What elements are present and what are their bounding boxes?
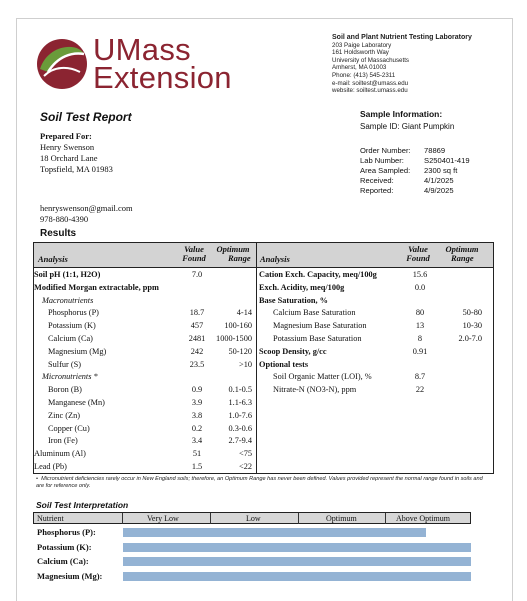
interpretation-row	[33, 540, 471, 554]
left-analysis-macronutrients: Macronutrients	[42, 295, 94, 305]
interpretation-nutrient-label: Potassium (K):	[37, 541, 92, 552]
lab-name: Soil and Plant Nutrient Testing Laboratory	[332, 34, 472, 41]
order-details	[360, 146, 470, 196]
lab-address-2: 161 Holdsworth Way	[332, 49, 389, 57]
interpretation-row	[33, 554, 471, 568]
lab-phone: Phone: (413) 545-2311	[332, 71, 396, 79]
header-value-left: Value	[184, 244, 204, 254]
right-value-potassium-base-saturation: 8	[417, 334, 423, 343]
col-low: Low	[246, 514, 261, 523]
right-analysis-base-saturation: Base Saturation, %	[259, 295, 328, 305]
received-value: 4/1/2025	[424, 176, 454, 185]
left-analysis-potassium-k: Potassium (K)	[48, 321, 96, 331]
left-range-aluminum-al: <75	[239, 449, 252, 459]
order-number-value: 78869	[424, 146, 446, 155]
header-analysis-left: Analysis	[38, 254, 68, 264]
left-range-manganese-mn: 1.1-6.3	[228, 398, 252, 407]
left-analysis-micronutrients: Micronutrients *	[42, 372, 98, 382]
left-analysis-modified-morgan-extractable-ppm: Modified Morgan extractable, ppm	[34, 282, 159, 292]
right-analysis-magnesium-base-saturation: Magnesium Base Saturation	[273, 321, 367, 331]
lab-info	[332, 34, 472, 95]
col-nutrient: Nutrient	[37, 514, 64, 523]
report-title: Soil Test Report	[40, 110, 132, 124]
sample-id: Sample ID: Giant Pumpkin	[360, 122, 455, 131]
col-separator	[210, 513, 211, 524]
lab-address-1: 203 Paige Laboratory	[332, 41, 392, 49]
right-analysis-soil-organic-matter-loi: Soil Organic Matter (LOI), %	[273, 372, 372, 382]
customer-phone: 978-880-4390	[40, 213, 89, 224]
right-analysis-scoop-density-g-cc: Scoop Density, g/cc	[259, 346, 327, 356]
right-range-potassium-base-saturation: 2.0-7.0	[458, 334, 482, 343]
area-sampled-label: Area Sampled:	[360, 166, 411, 175]
lab-number-label: Lab Number:	[360, 156, 404, 165]
prepared-for	[40, 131, 113, 175]
right-value-calcium-base-saturation: 80	[415, 308, 425, 318]
interpretation-nutrient-label: Magnesium (Mg):	[37, 570, 103, 581]
right-range-magnesium-base-saturation: 10-30	[462, 321, 482, 331]
right-analysis-potassium-base-saturation: Potassium Base Saturation	[273, 334, 362, 343]
micronutrient-footnote	[36, 476, 486, 491]
left-range-boron-b: 0.1-0.5	[228, 385, 252, 395]
interpretation-row	[33, 569, 471, 583]
left-analysis-calcium-ca: Calcium (Ca)	[48, 334, 93, 343]
umass-extension-leaf-logo	[34, 36, 90, 92]
header-optimum-right: Optimum	[445, 244, 479, 254]
left-analysis-boron-b: Boron (B)	[48, 385, 82, 395]
interpretation-level-bar	[123, 557, 471, 566]
col-separator	[122, 513, 123, 524]
left-value-magnesium-mg: 242	[190, 346, 204, 356]
left-analysis-magnesium-mg: Magnesium (Mg)	[48, 346, 107, 356]
left-range-potassium-k: 100-160	[224, 321, 252, 331]
right-analysis-nitrate-n-no3-n-ppm: Nitrate-N (NO3-N), ppm	[273, 385, 357, 395]
left-analysis-phosphorus-p: Phosphorus (P)	[48, 308, 99, 318]
left-value-calcium-ca: 2481	[188, 334, 206, 343]
interpretation-nutrient-label: Phosphorus (P):	[37, 527, 96, 537]
left-value-aluminum-al: 51	[192, 449, 202, 459]
left-analysis-lead-pb: Lead (Pb)	[34, 462, 67, 471]
left-range-calcium-ca: 1000-1500	[216, 334, 252, 343]
sample-info-title: Sample Information:	[360, 109, 443, 119]
col-separator	[385, 513, 386, 524]
interpretation-level-bar	[123, 543, 471, 552]
col-optimum: Optimum	[326, 514, 357, 523]
left-analysis-sulfur-s: Sulfur (S)	[48, 359, 81, 369]
left-range-zinc-zn: 1.0-7.6	[228, 410, 252, 420]
left-value-boron-b: 0.9	[191, 385, 203, 395]
left-analysis-copper-cu: Copper (Cu)	[48, 423, 90, 433]
header-found-right: Found	[406, 253, 430, 263]
left-range-lead-pb: <22	[239, 462, 252, 471]
footnote-text: Micronutrient deficiencies rarely occur in New England soils; therefore, an Optimum Range has never been defined. Values provided represent the normal range found in soils and are for reference only.	[36, 476, 483, 490]
prepared-for-heading: Prepared For:	[40, 131, 92, 141]
customer-street: 18 Orchard Lane	[40, 153, 98, 163]
left-value-lead-pb: 1.5	[191, 462, 203, 471]
area-sampled-value: 2300 sq ft	[424, 166, 458, 175]
header-optimum-left: Optimum	[216, 244, 250, 254]
right-value-magnesium-base-saturation: 13	[415, 321, 425, 331]
left-value-potassium-k: 457	[190, 321, 204, 331]
interpretation-header	[33, 512, 471, 524]
customer-email: henryswenson@gmail.com	[40, 203, 133, 213]
lab-website: website: soiltest.umass.edu	[332, 87, 408, 95]
brand-wordmark	[93, 32, 232, 95]
reported-value: 4/9/2025	[424, 186, 454, 195]
lab-address-4: Amherst, MA 01003	[332, 64, 387, 72]
left-analysis-aluminum-al: Aluminum (Al)	[34, 449, 86, 459]
brand-line-2: Extension	[93, 60, 232, 95]
right-value-scoop-density-g-cc: 0.91	[412, 346, 428, 356]
customer-contact	[40, 203, 133, 224]
left-analysis-soil-ph-1-1-h2o: Soil pH (1:1, H2O)	[34, 270, 101, 279]
header-range-right: Range	[451, 253, 474, 263]
right-value-nitrate-n-no3-n-ppm: 22	[415, 385, 425, 395]
left-value-sulfur-s: 23.5	[189, 359, 205, 369]
interpretation-title: Soil Test Interpretation	[36, 500, 129, 510]
brand-line-1: UMass	[93, 32, 191, 67]
right-range-calcium-base-saturation: 50-80	[462, 308, 482, 318]
left-analysis-manganese-mn: Manganese (Mn)	[48, 398, 105, 407]
customer-city: Topsfield, MA 01983	[40, 164, 113, 174]
customer-name: Henry Swenson	[40, 142, 95, 152]
col-above-optimum: Above Optimum	[396, 514, 450, 523]
header-analysis-right: Analysis	[260, 254, 290, 264]
interpretation-level-bar	[123, 528, 426, 537]
right-analysis-cation-exch-capacity-meq-100g: Cation Exch. Capacity, meq/100g	[259, 270, 377, 279]
header-range-left: Range	[228, 253, 251, 263]
interpretation-row	[33, 525, 471, 539]
right-value-soil-organic-matter-loi: 8.7	[414, 372, 426, 382]
footnote-bullet: •	[36, 476, 42, 482]
left-analysis-iron-fe: Iron (Fe)	[48, 436, 78, 446]
header-value-right: Value	[408, 244, 428, 254]
lab-number-value: S250401-419	[424, 156, 470, 165]
results-title: Results	[40, 228, 77, 239]
right-analysis-calcium-base-saturation: Calcium Base Saturation	[273, 308, 356, 318]
left-range-phosphorus-p: 4-14	[236, 308, 252, 318]
order-number-label: Order Number:	[360, 146, 411, 155]
left-value-manganese-mn: 3.9	[191, 398, 203, 407]
interpretation-nutrient-label: Calcium (Ca):	[37, 556, 89, 566]
left-value-copper-cu: 0.2	[191, 423, 203, 433]
right-value-cation-exch-capacity-meq-100g: 15.6	[412, 270, 428, 279]
col-separator	[298, 513, 299, 524]
received-label: Received:	[360, 176, 394, 185]
header-found-left: Found	[182, 253, 206, 263]
col-very-low: Very Low	[147, 514, 179, 523]
right-value-exch-acidity-meq-100g: 0.0	[414, 282, 426, 292]
left-range-magnesium-mg: 50-120	[228, 346, 252, 356]
interpretation-level-bar	[123, 572, 471, 581]
lab-address-3: University of Massachusetts	[332, 56, 410, 64]
left-value-soil-ph-1-1-h2o: 7.0	[191, 270, 203, 279]
column-divider	[256, 243, 257, 473]
right-analysis-exch-acidity-meq-100g: Exch. Acidity, meq/100g	[259, 282, 345, 292]
results-table	[33, 242, 494, 474]
left-value-zinc-zn: 3.8	[191, 410, 203, 420]
left-value-phosphorus-p: 18.7	[189, 308, 205, 318]
right-analysis-optional-tests: Optional tests	[259, 359, 309, 369]
reported-label: Reported:	[360, 186, 394, 195]
lab-email: e-mail: soiltest@umass.edu	[332, 79, 409, 87]
left-range-iron-fe: 2.7-9.4	[228, 436, 252, 446]
left-range-copper-cu: 0.3-0.6	[228, 423, 252, 433]
left-analysis-zinc-zn: Zinc (Zn)	[48, 410, 81, 420]
left-value-iron-fe: 3.4	[191, 436, 203, 446]
left-range-sulfur-s: >10	[239, 359, 252, 369]
interpretation-chart	[33, 512, 471, 582]
